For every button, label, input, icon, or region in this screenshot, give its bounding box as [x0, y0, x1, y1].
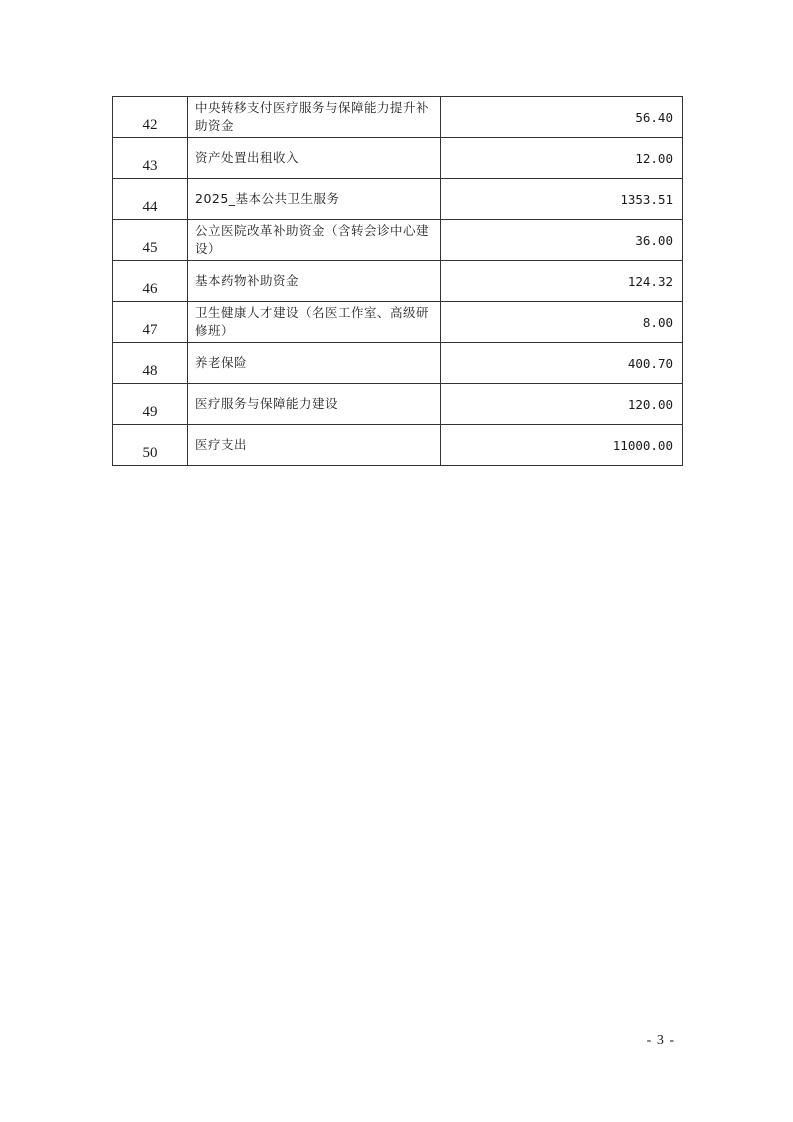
- budget-table: [112, 96, 683, 466]
- row-number: 43: [113, 138, 188, 179]
- item-name: 养老保险: [188, 343, 441, 384]
- item-amount: 12.00: [441, 138, 683, 179]
- item-name: 卫生健康人才建设（名医工作室、高级研修班）: [188, 302, 441, 343]
- row-number: 42: [113, 97, 188, 138]
- table-row: [113, 343, 683, 384]
- table-row: [113, 425, 683, 466]
- table-row: [113, 220, 683, 261]
- item-amount: 8.00: [441, 302, 683, 343]
- table-row: [113, 179, 683, 220]
- table-row: [113, 138, 683, 179]
- item-name: 基本药物补助资金: [188, 261, 441, 302]
- item-name: 中央转移支付医疗服务与保障能力提升补助资金: [188, 97, 441, 138]
- table-row: [113, 302, 683, 343]
- item-name: 公立医院改革补助资金（含转会诊中心建设）: [188, 220, 441, 261]
- row-number: 46: [113, 261, 188, 302]
- table-row: [113, 97, 683, 138]
- row-number: 44: [113, 179, 188, 220]
- item-amount: 400.70: [441, 343, 683, 384]
- item-amount: 1353.51: [441, 179, 683, 220]
- row-number: 48: [113, 343, 188, 384]
- row-number: 47: [113, 302, 188, 343]
- row-number: 45: [113, 220, 188, 261]
- item-amount: 11000.00: [441, 425, 683, 466]
- item-amount: 36.00: [441, 220, 683, 261]
- item-name: 资产处置出租收入: [188, 138, 441, 179]
- item-name: 2025_基本公共卫生服务: [188, 179, 441, 220]
- item-amount: 120.00: [441, 384, 683, 425]
- page-number: - 3 -: [646, 1033, 675, 1048]
- table-body: [113, 97, 683, 466]
- table-row: [113, 261, 683, 302]
- item-amount: 124.32: [441, 261, 683, 302]
- table-row: [113, 384, 683, 425]
- item-amount: 56.40: [441, 97, 683, 138]
- row-number: 50: [113, 425, 188, 466]
- item-name: 医疗服务与保障能力建设: [188, 384, 441, 425]
- item-name: 医疗支出: [188, 425, 441, 466]
- row-number: 49: [113, 384, 188, 425]
